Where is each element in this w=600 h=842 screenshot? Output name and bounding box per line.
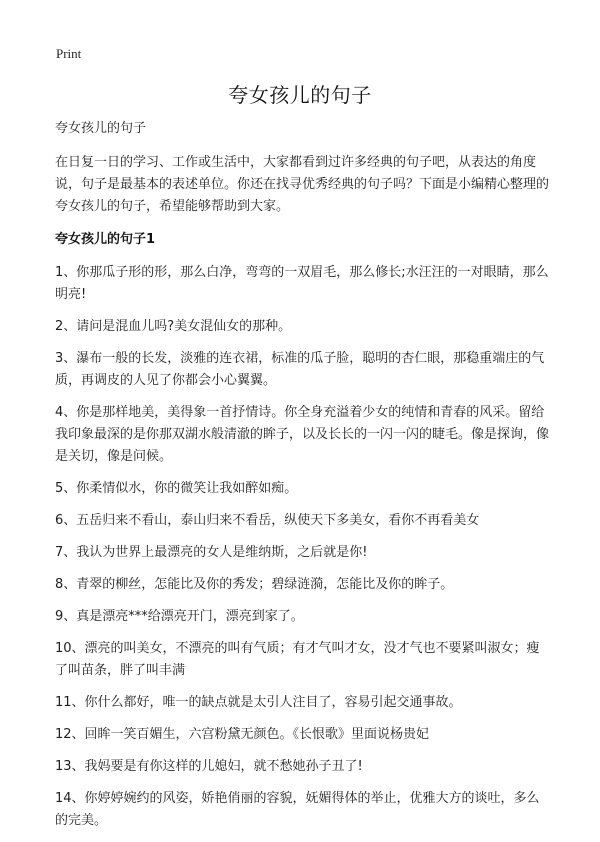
list-item: 14、你婷婷婉约的风姿，娇艳俏丽的容貌，妩媚得体的举止，优雅大方的谈吐，多么的完美。 (55, 791, 540, 828)
list-item: 6、五岳归来不看山，泰山归来不看岳，纵使天下多美女，看你不再看美女 (55, 513, 480, 528)
list-item: 10、漂亮的叫美女，不漂亮的叫有气质；有才气叫才女，没才气也不要紧叫淑女；瘦了叫苗条，胖了叫丰满 (55, 641, 540, 678)
list-item: 13、我妈要是有你这样的儿媳妇，就不愁她孙子丑了! (55, 759, 363, 774)
list-item: 8、青翠的柳丝，怎能比及你的秀发；碧绿涟漪，怎能比及你的眸子。 (55, 577, 454, 592)
section-heading: 夸女孩儿的句子1 (55, 232, 156, 247)
page-title: 夸女孩儿的句子 (228, 83, 372, 107)
sentence-list (55, 262, 552, 832)
list-item: 12、回眸一笑百媚生，六宫粉黛无颜色。《长恨歌》里面说杨贵妃 (55, 727, 430, 742)
list-item: 11、你什么都好，唯一的缺点就是太引人注目了，容易引起交通事故。 (55, 695, 462, 710)
document-subtitle: 夸女孩儿的句子 (55, 121, 147, 136)
list-item: 5、你柔情似水，你的微笑让我如醉如痴。 (55, 481, 298, 496)
print-link[interactable]: Print (56, 46, 82, 61)
list-item: 9、真是漂亮***给漂亮开门，漂亮到家了。 (55, 609, 304, 624)
list-item: 3、瀑布一般的长发，淡雅的连衣裙，标准的瓜子脸，聪明的杏仁眼，那稳重端庄的气质，再调皮的人见了你都会小心翼翼。 (55, 351, 545, 388)
intro-paragraph: 在日复一日的学习、工作或生活中，大家都看到过许多经典的句子吧，从表达的角度说，句子是最基本的表述单位。你还在找寻优秀经典的句子吗？下面是小编精心整理的夸女孩儿的句子，希望能够帮助到大家。 (55, 155, 550, 214)
list-item: 2、请问是混血儿吗?美女混仙女的那种。 (55, 319, 292, 334)
list-item: 7、我认为世界上最漂亮的女人是维纳斯，之后就是你! (55, 545, 368, 560)
list-item: 1、你那瓜子形的形，那么白净，弯弯的一双眉毛，那么修长;水汪汪的一对眼睛，那么明亮! (55, 265, 549, 302)
document-body (55, 118, 552, 842)
list-item: 4、你是那样地美，美得象一首抒情诗。你全身充溢着少女的纯情和青春的风采。留给我印象最深的是你那双湖水般清澈的眸子，以及长长的一闪一闪的睫毛。像是探询，像是关切，像是问候。 (55, 405, 550, 464)
